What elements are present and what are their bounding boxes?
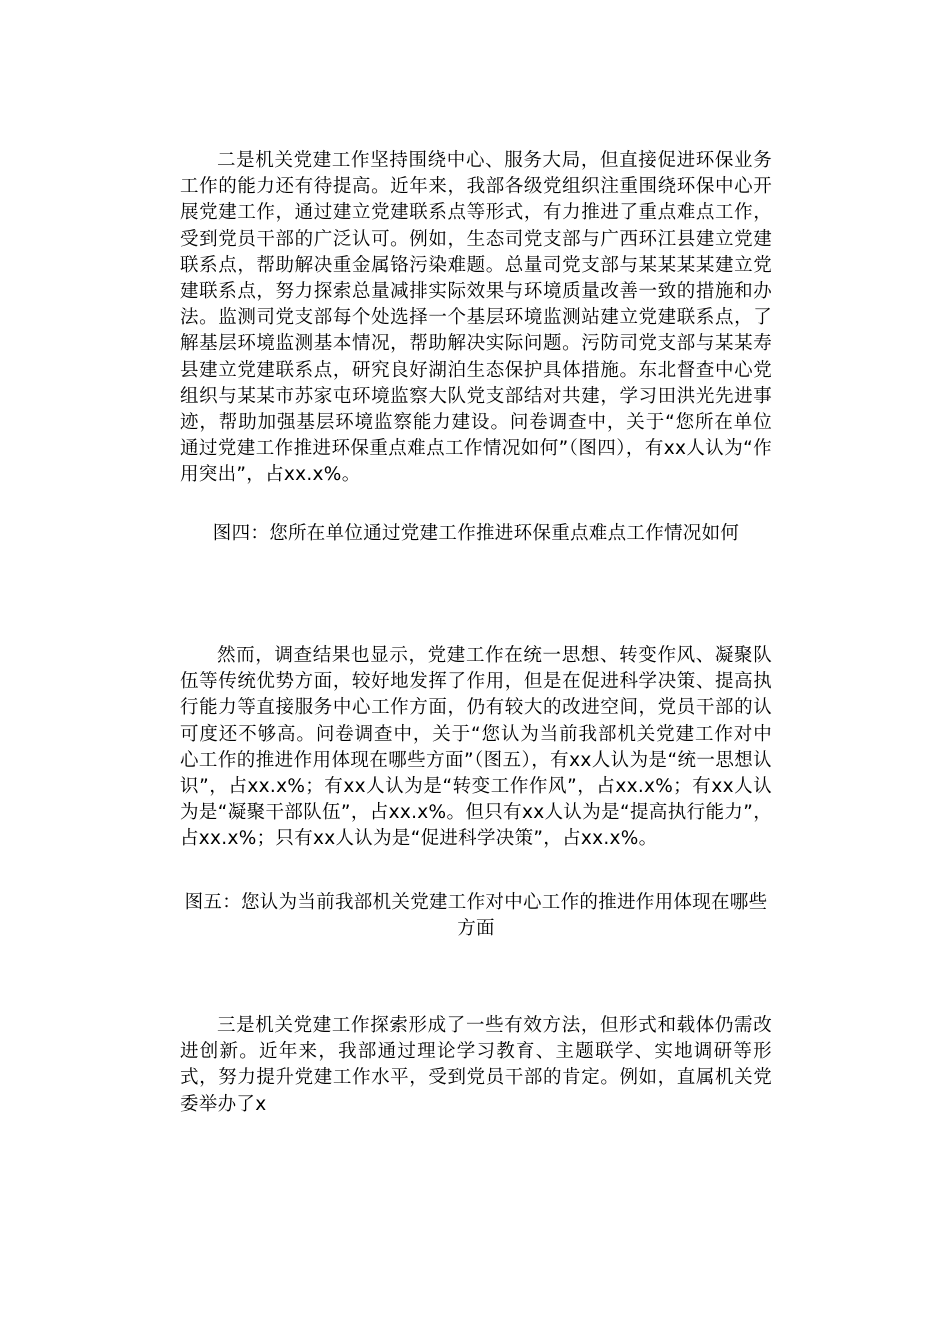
figure-5-caption: 图五：您认为当前我部机关党建工作对中心工作的推进作用体现在哪些方面 [184, 892, 768, 940]
figure-4-caption: 图四：您所在单位通过党建工作推进环保重点难点工作情况如何 [212, 523, 740, 544]
body-paragraph-3: 三是机关党建工作探索形成了一些有效方法，但形式和载体仍需改进创新。近年来，我部通过理论学习教育、主题联学、实地调研等形式，努力提升党建工作水平，受到党员干部的肯定。例如，直属机关党委举办了x [180, 1015, 772, 1115]
body-paragraph-2: 然而，调查结果也显示，党建工作在统一思想、转变作风、凝聚队伍等传统优势方面，较好地发挥了作用，但是在促进科学决策、提高执行能力等直接服务中心工作方面，仍有较大的改进空间，党员干部的认可度还不够高。问卷调查中，关于“您认为当前我部机关党建工作对中心工作的推进作用体现在哪些方面”（图五），有xx人认为是“统一思想认识”，占xx.x%；有xx人认为是“转变工作作风”，占xx.x%；有xx人认为是“凝聚干部队伍”，占xx.x%。但只有xx人认为是“提高执行能力”，占xx.x%；只有xx人认为是“促进科学决策”，占xx.x%。 [180, 645, 772, 850]
body-paragraph-1: 二是机关党建工作坚持围绕中心、服务大局，但直接促进环保业务工作的能力还有待提高。近年来，我部各级党组织注重围绕环保中心开展党建工作，通过建立党建联系点等形式，有力推进了重点难点工作，受到党员干部的广泛认可。例如，生态司党支部与广西环江县建立党建联系点，帮助解决重金属铬污染难题。总量司党支部与某某某某建立党建联系点，努力探索总量减排实际效果与环境质量改善一致的措施和办法。监测司党支部每个处选择一个基层环境监测站建立党建联系点，了解基层环境监测基本情况，帮助解决实际问题。污防司党支部与某某寿县建立党建联系点，研究良好湖泊生态保护具体措施。东北督查中心党组织与某某市苏家屯环境监察大队党支部结对共建，学习田洪光先进事迹，帮助加强基层环境监察能力建设。问卷调查中，关于“您所在单位通过党建工作推进环保重点难点工作情况如何”（图四），有xx人认为“作用突出”，占xx.x%。 [180, 150, 772, 486]
